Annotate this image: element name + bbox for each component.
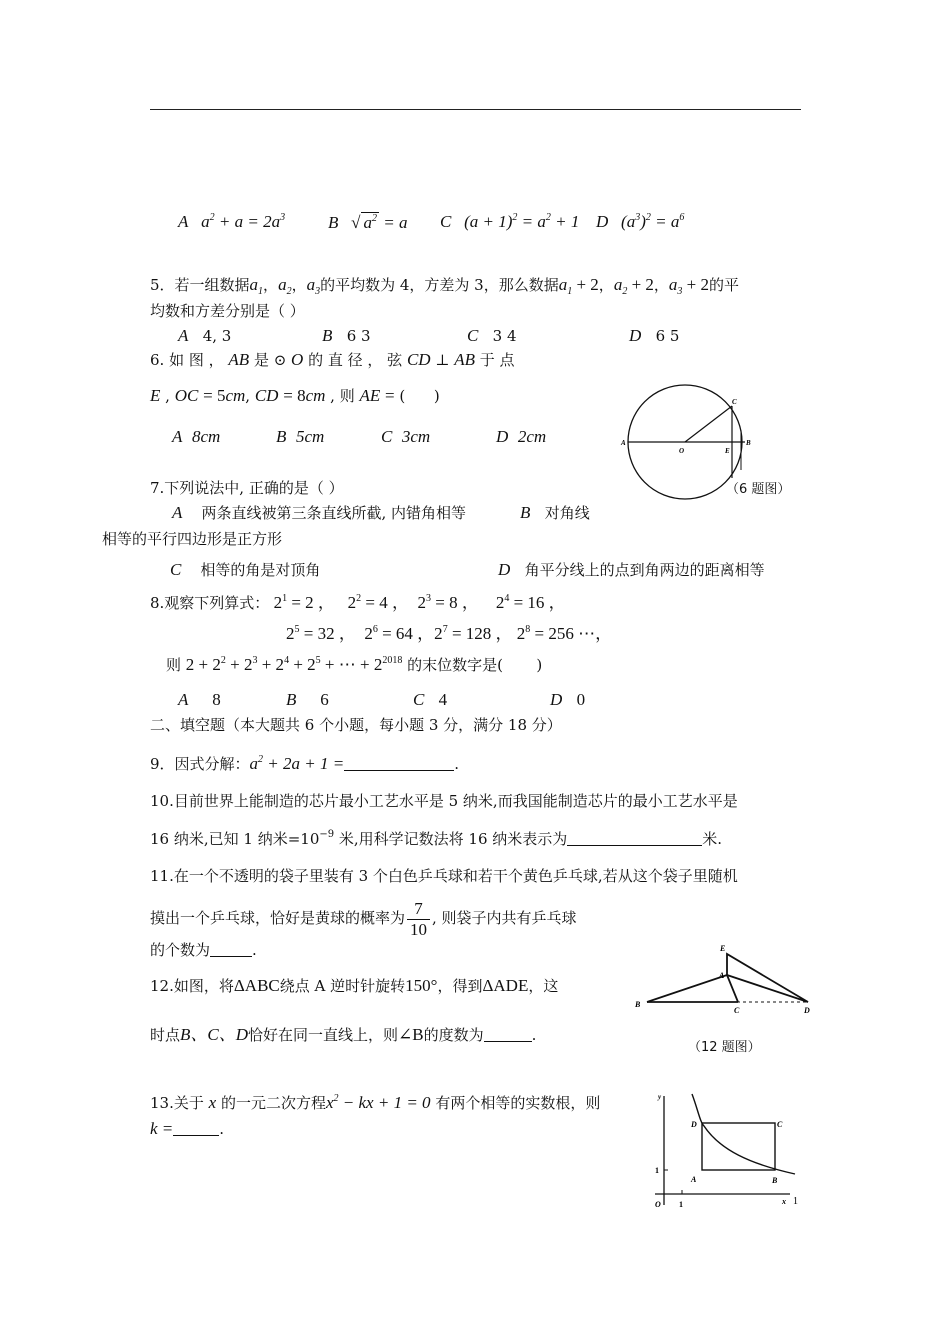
q12-caption: （12 题图） (688, 1040, 761, 1055)
q11-line1: 11.在一个不透明的袋子里装有 3 个白色乒乓球和若干个黄色乒乓球,若从这个袋子里随机 (150, 867, 738, 885)
q12-line1: 12.如图，将ΔABC绕点 A 逆时针旋转150°，得到ΔADE，这 (150, 976, 559, 995)
q12-triangle-figure (630, 940, 820, 1020)
q6-option-a: A 8cm (172, 427, 221, 446)
q12-line2: 时点B、C、D恰好在同一直线上，则∠B的度数为 . (150, 1025, 537, 1044)
label-y: y (658, 1093, 662, 1101)
q10-line2: 16 纳米,已知 1 纳米$=10^{-9}$ 米,用科学记数法将 16 纳米表示为 米. (150, 829, 723, 848)
label-a: A (621, 439, 626, 447)
hyperbola (692, 1094, 795, 1174)
q7-question: 7.下列说法中, 正确的是（ ） (150, 479, 344, 497)
label-1x: 1 (679, 1200, 683, 1209)
label-x-tail: 1 (793, 1196, 798, 1207)
label-1y: 1 (655, 1166, 659, 1175)
label-c: C (734, 1006, 740, 1015)
label-o: O (679, 447, 685, 455)
q8-option-a: A 8 (178, 690, 221, 709)
label-e: E (720, 944, 726, 953)
q5-question-line1: 5．若一组数据$a_1$，$a_2$，$a_3$的平均数为 4，方差为 3，那么数据$a_1 + 2$，$a_2 + 2$，$a_3 + 2$的平 (150, 275, 740, 297)
label-d: D (804, 1006, 810, 1015)
label-o: O (655, 1200, 661, 1209)
q13-line2: k = . (150, 1119, 225, 1138)
q6-option-c: C 3cm (381, 427, 431, 446)
q7-option-d: D 角平分线上的点到角两边的距离相等 (498, 560, 765, 579)
label-c: C (777, 1120, 783, 1129)
section-2-heading: 二、填空题（本大题共 6 个小题，每小题 3 分，满分 18 分） (150, 716, 562, 734)
rectangle-abcd (702, 1123, 775, 1170)
q11-line2: 摸出一个乒乓球，恰好是黄球的概率为 $\frac{7}{10}$ , 则袋子内共有乒乓球 (150, 898, 577, 939)
q8-option-b: B 6 (286, 690, 329, 709)
triangle-ade (727, 954, 808, 1002)
q5-option-b: B 6 3 (322, 326, 371, 345)
q8-question: 8.观察下列算式： $2^1 = 2$ ， $2^2 = 4$ ， $2^3 = 8$ ， $2^4 = 16$ ， (150, 593, 566, 612)
q8-option-c: C 4 (413, 690, 448, 709)
radius-oc (685, 406, 732, 442)
q8-question-sum: 则 $2 + 2^2 + 2^3 + 2^4 + 2^5$ + ⋯ + $2^{2018}$ 的末位数字是( ) (166, 655, 543, 674)
q10-line1: 10.目前世界上能制造的芯片最小工艺水平是 5 纳米,而我国能制造芯片的最小工艺水平是 (150, 792, 738, 810)
q6-option-b: B 5cm (276, 427, 325, 446)
label-d: D (691, 1120, 697, 1129)
q11-fraction: $\frac{7}{10}$ (407, 899, 430, 940)
q11-line3: 的个数为 . (150, 941, 257, 959)
q7-option-b-cont: 相等的平行四边形是正方形 (102, 530, 283, 548)
label-b: B (635, 1000, 641, 1009)
q5-option-c: C 3 4 (467, 326, 517, 345)
q6-question-line2: E , OC = 5cm, CD = 8cm , 则 AE = ( ) (150, 386, 440, 405)
q4-option-c: C $(a + 1)^2 = a^2 + 1$ (440, 212, 580, 231)
triangle-abc (647, 975, 738, 1002)
header-rule (150, 109, 801, 110)
label-e: E (725, 447, 730, 455)
q5-option-d: D 6 5 (629, 326, 680, 345)
label-a: A (691, 1175, 697, 1184)
q7-option-a: A 两条直线被第三条直线所截, 内错角相等 (172, 503, 467, 522)
q4-option-d: D $(a^3)^2 = a^6$ (596, 212, 685, 231)
q7-option-b: B 对角线 (520, 503, 590, 522)
q9-question: 9．因式分解：$a^2 + 2a + 1$ = . (150, 754, 459, 773)
q13-graph-figure (640, 1090, 810, 1215)
q7-option-c: C 相等的角是对顶角 (170, 560, 321, 579)
label-x: x (782, 1197, 786, 1206)
q4-option-b: B √ $a^2 = a$ (328, 213, 408, 232)
q4-option-a: A $a^2 + a = 2a^3$ (178, 212, 286, 231)
q8-row2: $2^5 = 32$ ， $2^6 = 64$ ，$2^7 = 128$ ， $2^8 = 256$ ⋯， (286, 624, 613, 643)
q5-question-line2: 均数和方差分别是（ ） (150, 302, 305, 320)
q6-caption: （6 题图） (726, 482, 791, 497)
label-a: A (719, 971, 725, 980)
q6-question-line1: 6. 如 图 ， AB 是 ⊙ O 的 直 径 ， 弦 CD ⊥ AB 于 点 (150, 350, 515, 369)
label-c: C (732, 398, 737, 406)
q5-option-a: A 4, 3 (178, 326, 232, 345)
q6-option-d: D 2cm (496, 427, 547, 446)
q8-option-d: D 0 (550, 690, 586, 709)
q13-line1: 13.关于 x 的一元二次方程$x^2$ − kx + 1 = 0 有两个相等的实数根，则 (150, 1093, 601, 1112)
label-b: B (772, 1176, 778, 1185)
label-b: B (746, 439, 751, 447)
